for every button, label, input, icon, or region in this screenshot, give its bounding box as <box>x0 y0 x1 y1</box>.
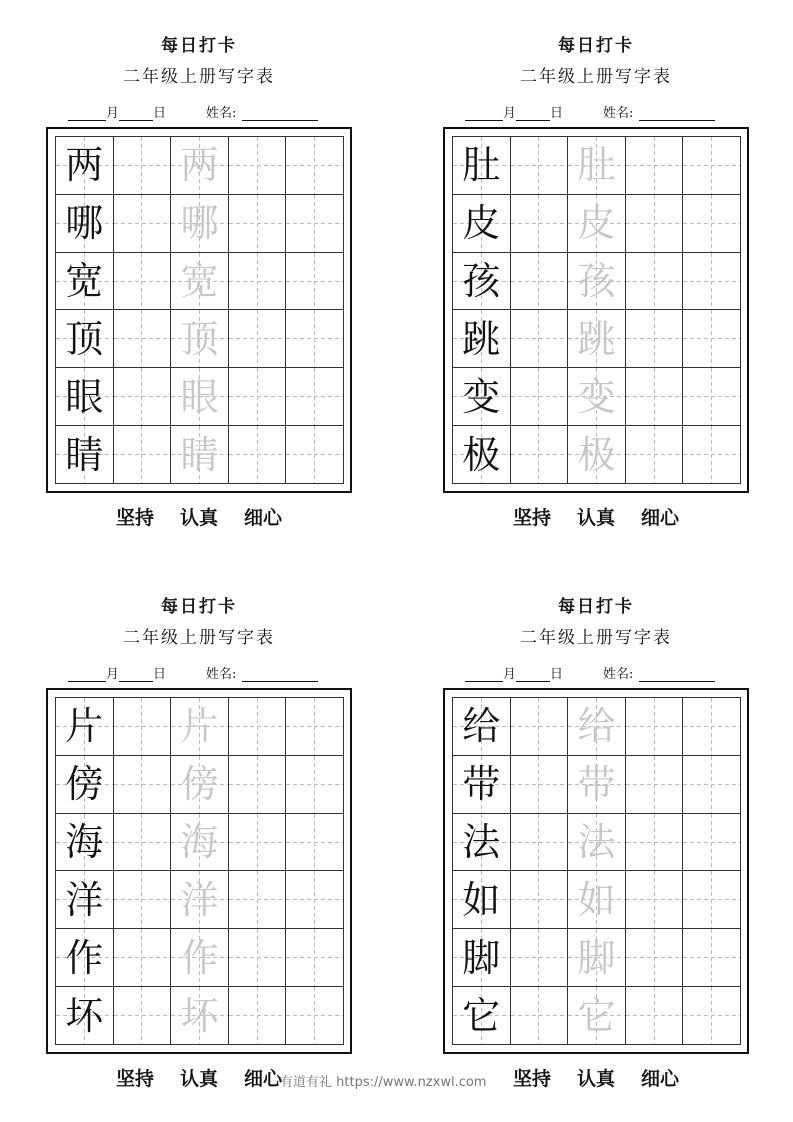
grid-cell[interactable] <box>511 929 569 987</box>
grid-cell[interactable] <box>626 137 684 195</box>
practice-card <box>46 0 352 529</box>
grid-cell[interactable] <box>229 137 287 195</box>
grid-cell[interactable] <box>683 698 741 756</box>
watermark-text: 有道有礼 https://www.nzxwl.com <box>280 1075 487 1090</box>
grid-cell[interactable] <box>286 814 344 872</box>
grid-cell[interactable] <box>56 871 114 929</box>
motto-word: 坚持 <box>115 1068 154 1090</box>
writing-grid-frame <box>46 127 352 493</box>
grid-cell[interactable] <box>626 814 684 872</box>
month-label: 月 <box>503 667 517 682</box>
grid-cell[interactable] <box>114 426 172 484</box>
model-character: 皮 <box>462 201 501 246</box>
grid-cell[interactable] <box>229 929 287 987</box>
month-blank[interactable] <box>465 106 503 121</box>
grid-cell[interactable] <box>511 756 569 814</box>
grid-cell[interactable] <box>56 253 114 311</box>
grid-cell[interactable] <box>171 756 229 814</box>
grid-cell[interactable] <box>286 871 344 929</box>
grid-cell[interactable] <box>171 137 229 195</box>
grid-cell[interactable] <box>171 368 229 426</box>
grid-cell[interactable] <box>626 929 684 987</box>
model-character: 哪 <box>65 201 104 246</box>
grid-cell[interactable] <box>683 426 741 484</box>
grid-cell[interactable] <box>229 426 287 484</box>
day-label: 日 <box>550 106 564 121</box>
name-blank[interactable] <box>639 667 715 682</box>
grid-cell[interactable] <box>229 987 287 1045</box>
trace-character: 两 <box>180 143 219 188</box>
grid-cell[interactable] <box>114 871 172 929</box>
trace-character: 睛 <box>180 432 219 477</box>
month-blank[interactable] <box>68 667 106 682</box>
grid-cell[interactable] <box>171 814 229 872</box>
model-character: 眼 <box>65 374 104 419</box>
grid-cell[interactable] <box>511 310 569 368</box>
grid-cell[interactable] <box>568 871 626 929</box>
trace-character: 海 <box>180 820 219 865</box>
grid-cell[interactable] <box>56 698 114 756</box>
grid-cell[interactable] <box>114 929 172 987</box>
name-label: 姓名: <box>603 667 634 682</box>
motto-word: 认真 <box>179 507 218 529</box>
grid-cell[interactable] <box>626 987 684 1045</box>
writing-grid <box>452 697 741 1045</box>
grid-cell[interactable] <box>56 987 114 1045</box>
grid-cell[interactable] <box>453 814 511 872</box>
grid-cell[interactable] <box>286 698 344 756</box>
model-character: 海 <box>65 820 104 865</box>
grid-cell[interactable] <box>511 368 569 426</box>
grid-cell[interactable] <box>511 871 569 929</box>
writing-grid <box>55 697 344 1045</box>
grid-cell[interactable] <box>626 426 684 484</box>
grid-cell[interactable] <box>511 814 569 872</box>
trace-character: 宽 <box>180 259 219 304</box>
trace-character: 带 <box>577 762 616 807</box>
grid-cell[interactable] <box>229 368 287 426</box>
model-character: 洋 <box>65 877 104 922</box>
grid-cell[interactable] <box>56 137 114 195</box>
grid-cell[interactable] <box>114 368 172 426</box>
card-title: 每日打卡 <box>161 36 237 56</box>
card-title: 每日打卡 <box>558 36 634 56</box>
grid-cell[interactable] <box>286 929 344 987</box>
model-character: 它 <box>462 993 501 1038</box>
trace-character: 片 <box>180 704 219 749</box>
model-character: 变 <box>462 374 501 419</box>
grid-cell[interactable] <box>568 426 626 484</box>
card-subtitle: 二年级上册写字表 <box>520 67 672 87</box>
model-character: 脚 <box>462 935 501 980</box>
practice-card <box>443 0 749 529</box>
grid-cell[interactable] <box>683 814 741 872</box>
motto-line <box>443 503 749 530</box>
grid-cell[interactable] <box>114 310 172 368</box>
grid-cell[interactable] <box>453 756 511 814</box>
model-character: 坏 <box>65 993 104 1038</box>
grid-cell[interactable] <box>286 426 344 484</box>
grid-cell[interactable] <box>229 871 287 929</box>
grid-cell[interactable] <box>114 253 172 311</box>
grid-cell[interactable] <box>568 195 626 253</box>
grid-cell[interactable] <box>171 871 229 929</box>
trace-character: 极 <box>577 432 616 477</box>
trace-character: 哪 <box>180 201 219 246</box>
trace-character: 如 <box>577 877 616 922</box>
trace-character: 脚 <box>577 935 616 980</box>
card-title: 每日打卡 <box>558 597 634 617</box>
grid-cell[interactable] <box>56 814 114 872</box>
grid-cell[interactable] <box>286 195 344 253</box>
grid-cell[interactable] <box>453 368 511 426</box>
date-name-line <box>465 102 715 121</box>
grid-cell[interactable] <box>683 871 741 929</box>
grid-cell[interactable] <box>229 195 287 253</box>
model-character: 两 <box>65 143 104 188</box>
grid-cell[interactable] <box>683 195 741 253</box>
grid-cell[interactable] <box>229 756 287 814</box>
grid-cell[interactable] <box>56 195 114 253</box>
grid-cell[interactable] <box>286 253 344 311</box>
name-blank[interactable] <box>639 106 715 121</box>
grid-cell[interactable] <box>683 756 741 814</box>
model-character: 宽 <box>65 259 104 304</box>
grid-cell[interactable] <box>56 310 114 368</box>
grid-cell[interactable] <box>453 310 511 368</box>
trace-character: 眼 <box>180 374 219 419</box>
grid-cell[interactable] <box>171 426 229 484</box>
grid-cell[interactable] <box>286 368 344 426</box>
writing-grid <box>55 136 344 484</box>
motto-word: 坚持 <box>512 1068 551 1090</box>
grid-cell[interactable] <box>626 195 684 253</box>
grid-cell[interactable] <box>114 195 172 253</box>
trace-character: 作 <box>180 935 219 980</box>
month-label: 月 <box>106 667 120 682</box>
grid-cell[interactable] <box>171 310 229 368</box>
grid-cell[interactable] <box>626 368 684 426</box>
card-subtitle: 二年级上册写字表 <box>123 67 275 87</box>
grid-cell[interactable] <box>568 698 626 756</box>
grid-cell[interactable] <box>453 137 511 195</box>
name-label: 姓名: <box>603 106 634 121</box>
grid-cell[interactable] <box>568 929 626 987</box>
grid-cell[interactable] <box>114 987 172 1045</box>
month-blank[interactable] <box>465 667 503 682</box>
writing-grid-frame <box>443 127 749 493</box>
grid-cell[interactable] <box>683 368 741 426</box>
grid-cell[interactable] <box>171 195 229 253</box>
model-character: 睛 <box>65 432 104 477</box>
motto-word: 坚持 <box>512 507 551 529</box>
month-blank[interactable] <box>68 106 106 121</box>
model-character: 带 <box>462 762 501 807</box>
grid-cell[interactable] <box>171 929 229 987</box>
trace-character: 傍 <box>180 762 219 807</box>
motto-word: 细心 <box>641 507 680 529</box>
grid-cell[interactable] <box>683 253 741 311</box>
trace-character: 跳 <box>577 316 616 361</box>
grid-cell[interactable] <box>286 756 344 814</box>
grid-cell[interactable] <box>56 929 114 987</box>
trace-character: 它 <box>577 993 616 1038</box>
trace-character: 法 <box>577 820 616 865</box>
day-blank[interactable] <box>119 667 153 682</box>
trace-character: 肚 <box>577 143 616 188</box>
grid-cell[interactable] <box>511 987 569 1045</box>
grid-cell[interactable] <box>683 137 741 195</box>
grid-cell[interactable] <box>626 871 684 929</box>
motto-word: 认真 <box>576 1068 615 1090</box>
grid-cell[interactable] <box>286 137 344 195</box>
grid-cell[interactable] <box>114 698 172 756</box>
grid-cell[interactable] <box>56 368 114 426</box>
grid-cell[interactable] <box>568 310 626 368</box>
model-character: 孩 <box>462 259 501 304</box>
date-name-line <box>68 663 318 682</box>
grid-cell[interactable] <box>453 871 511 929</box>
grid-cell[interactable] <box>683 987 741 1045</box>
practice-card <box>443 561 749 1090</box>
grid-cell[interactable] <box>626 310 684 368</box>
name-blank[interactable] <box>242 667 318 682</box>
grid-cell[interactable] <box>511 195 569 253</box>
grid-cell[interactable] <box>568 368 626 426</box>
grid-cell[interactable] <box>453 426 511 484</box>
model-character: 作 <box>65 935 104 980</box>
grid-cell[interactable] <box>229 698 287 756</box>
day-blank[interactable] <box>516 667 550 682</box>
grid-cell[interactable] <box>229 310 287 368</box>
motto-word: 细心 <box>244 507 283 529</box>
day-label: 日 <box>153 106 167 121</box>
trace-character: 变 <box>577 374 616 419</box>
card-title: 每日打卡 <box>161 597 237 617</box>
name-label: 姓名: <box>206 667 237 682</box>
name-label: 姓名: <box>206 106 237 121</box>
grid-cell[interactable] <box>683 929 741 987</box>
grid-cell[interactable] <box>626 253 684 311</box>
model-character: 法 <box>462 820 501 865</box>
grid-cell[interactable] <box>286 987 344 1045</box>
motto-word: 细心 <box>641 1068 680 1090</box>
day-label: 日 <box>550 667 564 682</box>
grid-cell[interactable] <box>56 756 114 814</box>
grid-cell[interactable] <box>286 310 344 368</box>
grid-cell[interactable] <box>568 756 626 814</box>
grid-cell[interactable] <box>114 756 172 814</box>
model-character: 片 <box>65 704 104 749</box>
grid-cell[interactable] <box>171 253 229 311</box>
model-character: 如 <box>462 877 501 922</box>
grid-cell[interactable] <box>56 426 114 484</box>
card-subtitle: 二年级上册写字表 <box>123 628 275 648</box>
grid-cell[interactable] <box>453 253 511 311</box>
writing-grid <box>452 136 741 484</box>
motto-word: 认真 <box>576 507 615 529</box>
motto-line <box>443 1064 749 1091</box>
model-character: 极 <box>462 432 501 477</box>
grid-cell[interactable] <box>683 310 741 368</box>
model-character: 肚 <box>462 143 501 188</box>
grid-cell[interactable] <box>453 195 511 253</box>
date-name-line <box>68 102 318 121</box>
trace-character: 坏 <box>180 993 219 1038</box>
grid-cell[interactable] <box>568 137 626 195</box>
trace-character: 皮 <box>577 201 616 246</box>
model-character: 顶 <box>65 316 104 361</box>
grid-cell[interactable] <box>453 929 511 987</box>
trace-character: 孩 <box>577 259 616 304</box>
day-blank[interactable] <box>119 106 153 121</box>
day-label: 日 <box>153 667 167 682</box>
grid-cell[interactable] <box>511 137 569 195</box>
model-character: 跳 <box>462 316 501 361</box>
name-blank[interactable] <box>242 106 318 121</box>
grid-cell[interactable] <box>453 698 511 756</box>
grid-cell[interactable] <box>568 253 626 311</box>
grid-cell[interactable] <box>171 698 229 756</box>
grid-cell[interactable] <box>229 253 287 311</box>
motto-word: 认真 <box>179 1068 218 1090</box>
grid-cell[interactable] <box>511 698 569 756</box>
motto-word: 细心 <box>244 1068 283 1090</box>
grid-cell[interactable] <box>511 253 569 311</box>
writing-grid-frame <box>443 688 749 1054</box>
practice-card <box>46 561 352 1090</box>
grid-cell[interactable] <box>453 987 511 1045</box>
grid-cell[interactable] <box>229 814 287 872</box>
trace-character: 洋 <box>180 877 219 922</box>
writing-grid-frame <box>46 688 352 1054</box>
model-character: 给 <box>462 704 501 749</box>
grid-cell[interactable] <box>568 814 626 872</box>
grid-cell[interactable] <box>171 987 229 1045</box>
card-subtitle: 二年级上册写字表 <box>520 628 672 648</box>
motto-word: 坚持 <box>115 507 154 529</box>
day-blank[interactable] <box>516 106 550 121</box>
motto-line <box>46 503 352 530</box>
trace-character: 顶 <box>180 316 219 361</box>
date-name-line <box>465 663 715 682</box>
trace-character: 给 <box>577 704 616 749</box>
grid-cell[interactable] <box>114 814 172 872</box>
grid-cell[interactable] <box>568 987 626 1045</box>
grid-cell[interactable] <box>626 698 684 756</box>
grid-cell[interactable] <box>626 756 684 814</box>
month-label: 月 <box>503 106 517 121</box>
grid-cell[interactable] <box>114 137 172 195</box>
grid-cell[interactable] <box>511 426 569 484</box>
month-label: 月 <box>106 106 120 121</box>
model-character: 傍 <box>65 762 104 807</box>
